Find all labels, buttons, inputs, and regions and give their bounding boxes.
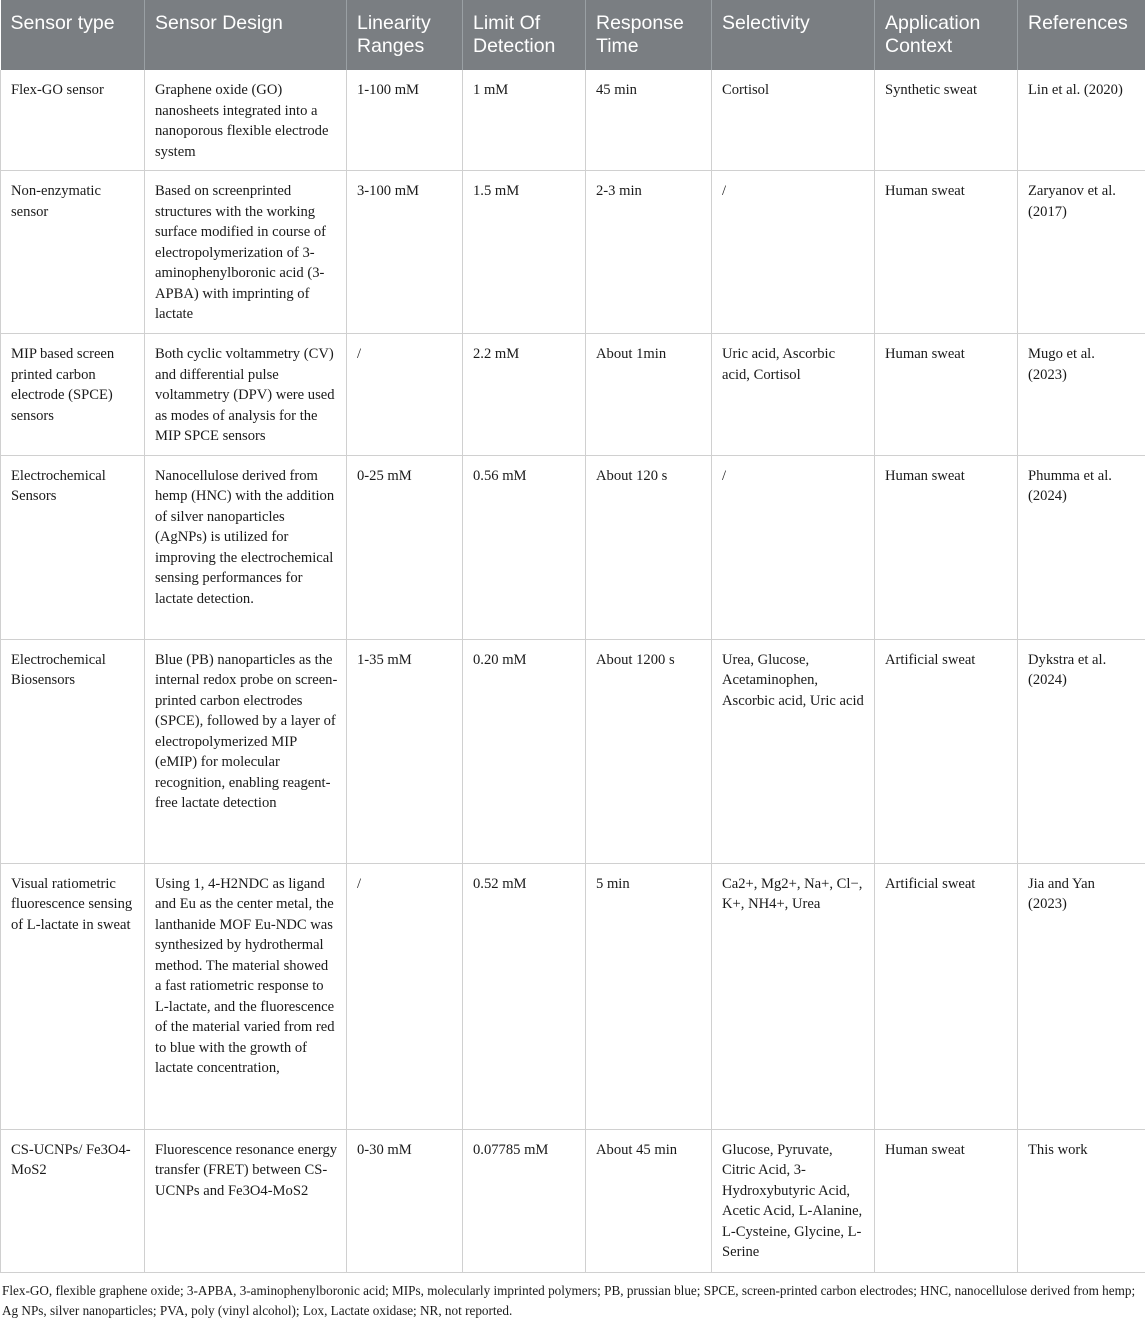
table-cell: Non-enzymatic sensor: [1, 171, 145, 334]
table-cell: Phumma et al. (2024): [1018, 455, 1145, 639]
table-cell: 0.52 mM: [463, 863, 586, 1129]
table-cell: Human sweat: [875, 1129, 1018, 1272]
table-cell: About 1200 s: [586, 639, 712, 863]
table-cell: /: [347, 334, 463, 456]
table-row: [1, 70, 1145, 171]
table-cell: /: [712, 455, 875, 639]
table-cell: 1-35 mM: [347, 639, 463, 863]
table-cell: Ca2+, Mg2+, Na+, Cl−, K+, NH4+, Urea: [712, 863, 875, 1129]
header-sensor-type: Sensor type: [10, 12, 115, 34]
table-cell: 45 min: [586, 70, 712, 171]
table-cell: Graphene oxide (GO) nanosheets integrated into a nanoporous flexible electrode system: [145, 70, 347, 171]
table-cell: Cortisol: [712, 70, 875, 171]
table-cell: 1 mM: [463, 70, 586, 171]
table-cell: Zaryanov et al. (2017): [1018, 171, 1145, 334]
table-cell: 1.5 mM: [463, 171, 586, 334]
header-limit-of-detection: Limit Of Detection: [463, 0, 586, 70]
table-cell: Synthetic sweat: [875, 70, 1018, 171]
table-cell: Mugo et al. (2023): [1018, 334, 1145, 456]
table-cell: 2.2 mM: [463, 334, 586, 456]
table-cell: Jia and Yan (2023): [1018, 863, 1145, 1129]
table-row: [1, 171, 1145, 334]
table-row: [1, 1129, 1145, 1272]
header-response-time: Response Time: [586, 0, 712, 70]
table-footnote: Flex-GO, flexible graphene oxide; 3-APBA, 3-aminophenylboronic acid; MIPs, molecularly imprinted polymers; PB, prussian blue; SPCE, screen-printed carbon electrodes; HNC, nanocellulose derived from hemp; Ag NPs, silver nanoparticles; PVA, poly (vinyl alcohol); Lox, Lactate oxidase; NR, not reported.: [2, 1282, 1136, 1318]
table-cell: Human sweat: [875, 455, 1018, 639]
table-cell: This work: [1018, 1129, 1145, 1272]
table-cell: 0.07785 mM: [463, 1129, 586, 1272]
header-application-context: Application Context: [875, 0, 1018, 70]
table-cell: Nanocellulose derived from hemp (HNC) with the addition of silver nanoparticles (AgNPs) is utilized for improving the electrochemical sensing performances for lactate detection.: [145, 455, 347, 639]
table-cell: Artificial sweat: [875, 863, 1018, 1129]
table-cell: Based on screenprinted structures with the working surface modified in course of electropolymerization of 3-aminophenylboronic acid (3-APBA) with imprinting of lactate: [145, 171, 347, 334]
table-row: [1, 639, 1145, 863]
header-linearity-ranges: Linearity Ranges: [347, 0, 463, 70]
table-cell: 1-100 mM: [347, 70, 463, 171]
table-cell: /: [347, 863, 463, 1129]
header-selectivity: Selectivity: [712, 0, 875, 70]
table-cell: Human sweat: [875, 171, 1018, 334]
table-cell: Urea, Glucose, Acetaminophen, Ascorbic acid, Uric acid: [712, 639, 875, 863]
table-cell: 5 min: [586, 863, 712, 1129]
table-cell: Lin et al. (2020): [1018, 70, 1145, 171]
table-cell: /: [712, 171, 875, 334]
table-cell: 0.56 mM: [463, 455, 586, 639]
table-cell: Artificial sweat: [875, 639, 1018, 863]
table-cell: 0.20 mM: [463, 639, 586, 863]
table-row: [1, 863, 1145, 1129]
table-cell: About 1min: [586, 334, 712, 456]
table-cell: 2-3 min: [586, 171, 712, 334]
table-cell: Visual ratiometric fluorescence sensing of L-lactate in sweat: [1, 863, 145, 1129]
table-cell: 0-30 mM: [347, 1129, 463, 1272]
table-cell: Both cyclic voltammetry (CV) and differential pulse voltammetry (DPV) were used as modes of analysis for the MIP SPCE sensors: [145, 334, 347, 456]
table-cell: About 120 s: [586, 455, 712, 639]
header-sensor-design: Sensor Design: [145, 0, 347, 70]
table-cell: Flex-GO sensor: [1, 70, 145, 171]
header-references: References: [1018, 0, 1145, 70]
table-cell: About 45 min: [586, 1129, 712, 1272]
table-cell: 0-25 mM: [347, 455, 463, 639]
table-header-row: [1, 0, 1145, 70]
table-cell: Glucose, Pyruvate, Citric Acid, 3-Hydroxybutyric Acid, Acetic Acid, L-Alanine, L-Cysteine, Glycine, L-Serine: [712, 1129, 875, 1272]
table-cell: Electrochemical Sensors: [1, 455, 145, 639]
table-row: [1, 455, 1145, 639]
table-cell: Uric acid, Ascorbic acid, Cortisol: [712, 334, 875, 456]
table-cell: Dykstra et al. (2024): [1018, 639, 1145, 863]
table-row: [1, 334, 1145, 456]
table-cell: Fluorescence resonance energy transfer (FRET) between CS-UCNPs and Fe3O4-MoS2: [145, 1129, 347, 1272]
table-cell: CS-UCNPs/ Fe3O4-MoS2: [1, 1129, 145, 1272]
table-cell: Electrochemical Biosensors: [1, 639, 145, 863]
table-cell: MIP based screen printed carbon electrode (SPCE) sensors: [1, 334, 145, 456]
table-cell: Human sweat: [875, 334, 1018, 456]
table-cell: 3-100 mM: [347, 171, 463, 334]
table-cell: Blue (PB) nanoparticles as the internal redox probe on screen-printed carbon electrodes (SPCE), followed by a layer of electropolymerized MIP (eMIP) for molecular recognition, enabling reagent-free lactate detection: [145, 639, 347, 863]
table-cell: Using 1, 4-H2NDC as ligand and Eu as the center metal, the lanthanide MOF Eu-NDC was synthesized by hydrothermal method. The material showed a fast ratiometric response to L-lactate, and the fluorescence of the material varied from red to blue with the growth of lactate concentration,: [145, 863, 347, 1129]
